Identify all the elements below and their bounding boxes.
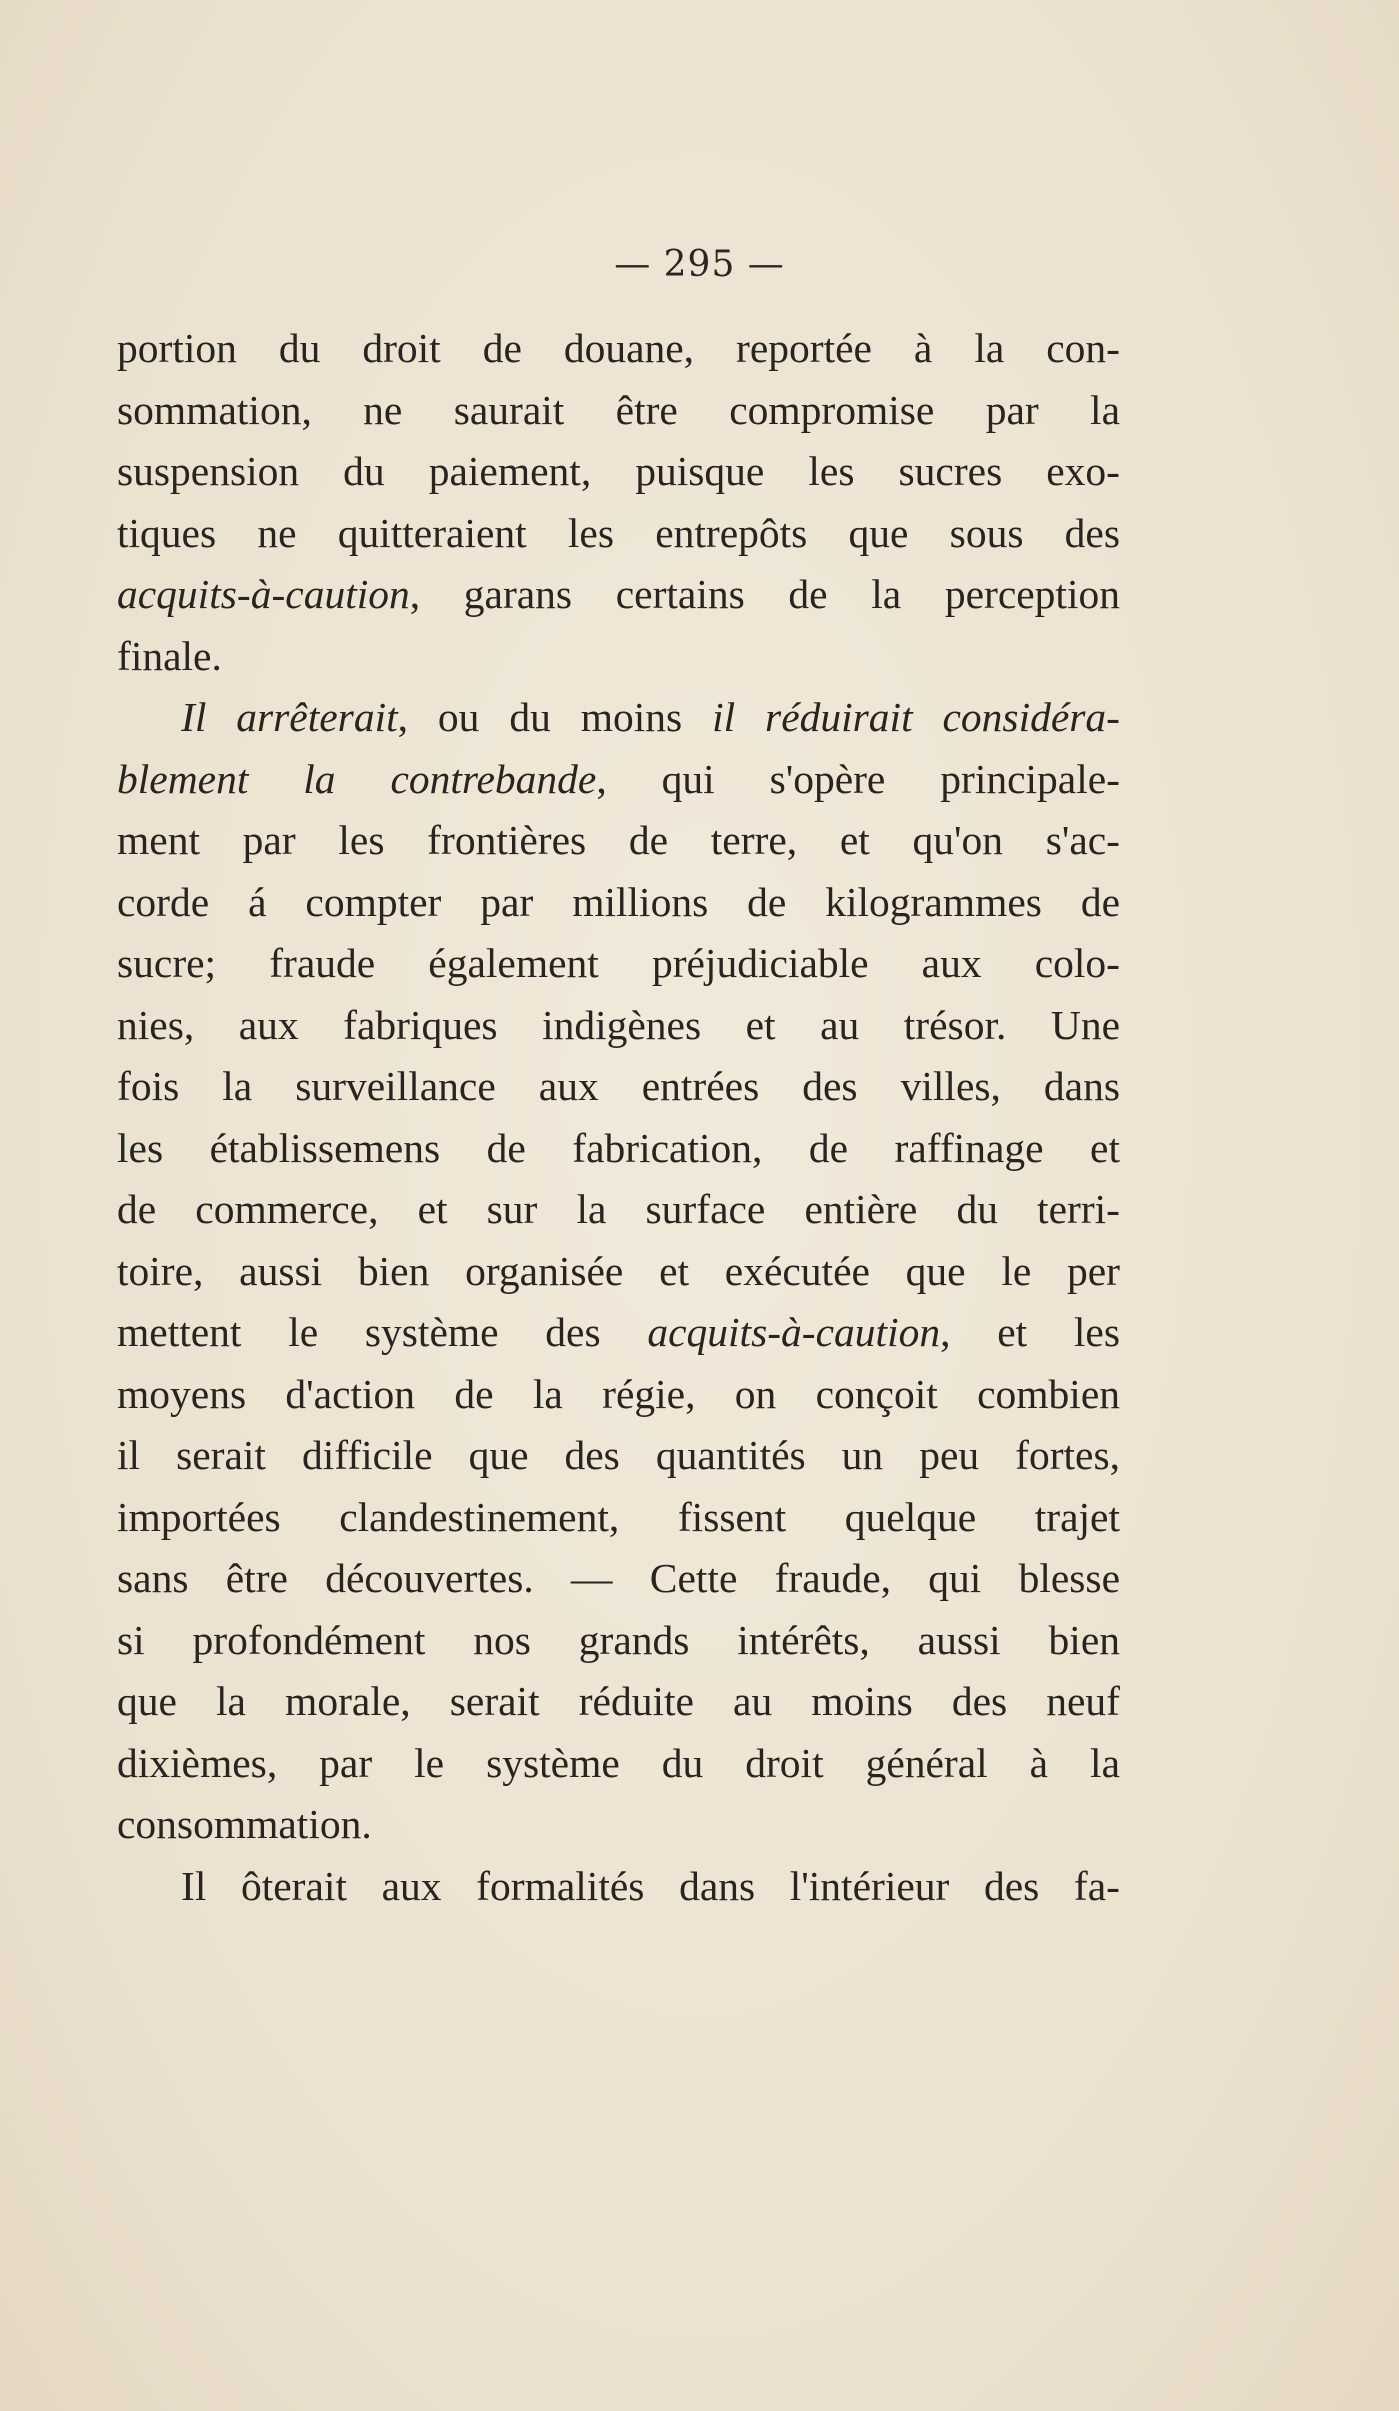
text-line: il serait difficile que des quantités un peu fortes, (117, 1432, 1120, 1478)
body-text (117, 318, 1120, 1917)
text-line: sucre; fraude également préjudiciable aux colo- (117, 940, 1120, 986)
italic-term: il réduirait considéra- (712, 694, 1120, 740)
text-line: finale. (117, 632, 222, 679)
page-number: — 295 — (614, 244, 785, 285)
text-line: de commerce, et sur la surface entière du terri- (117, 1186, 1120, 1232)
text-run: , qui s'opère principale- (596, 755, 1120, 802)
text-line: sommation, ne saurait être compromise par la (117, 386, 1120, 433)
text-line: que la morale, serait réduite au moins des neuf (117, 1678, 1120, 1724)
italic-term: blement la contrebande (117, 755, 597, 802)
text-run: mettent le système des (117, 1309, 648, 1355)
text-line: Il ôterait aux formalités dans l'intérieur des fa- (181, 1862, 1120, 1909)
text-run: , ou du moins (397, 694, 713, 740)
text-line (117, 687, 1120, 749)
text-line (117, 564, 1120, 626)
text-line (117, 1302, 1120, 1364)
text-line: si profondément nos grands intérêts, aussi bien (117, 1616, 1120, 1663)
text-line: ment par les frontières de terre, et qu'on s'ac- (117, 817, 1120, 863)
text-line: dixièmes, par le système du droit général à la (117, 1739, 1120, 1786)
italic-term: Il arrêterait (181, 694, 398, 740)
text-line: fois la surveillance aux entrées des villes, dans (117, 1063, 1120, 1109)
text-line: importées clandestinement, fissent quelque trajet (117, 1493, 1120, 1540)
text-line: consommation. (117, 1801, 372, 1847)
text-line: toire, aussi bien organisée et exécutée que le per (117, 1247, 1120, 1294)
text-line: tiques ne quitteraient les entrepôts que sous des (117, 509, 1120, 556)
text-line: suspension du paiement, puisque les sucres exo- (117, 448, 1120, 494)
text-line: portion du droit de douane, reportée à la con- (117, 325, 1120, 371)
text-run: , garans certains de la perception (409, 571, 1120, 617)
text-line (117, 749, 1120, 811)
text-line: moyens d'action de la régie, on conçoit combien (117, 1370, 1120, 1417)
text-run: , et les (940, 1309, 1120, 1355)
text-line: nies, aux fabriques indigènes et au trésor. Une (117, 1001, 1120, 1048)
text-line: sans être découvertes. — Cette fraude, qui blesse (117, 1555, 1120, 1601)
text-line: corde á compter par millions de kilogrammes de (117, 878, 1120, 925)
text-line: les établissemens de fabrication, de raffinage et (117, 1124, 1120, 1171)
italic-term: acquits-à-caution (117, 571, 410, 617)
italic-term: acquits-à-caution (647, 1309, 941, 1355)
